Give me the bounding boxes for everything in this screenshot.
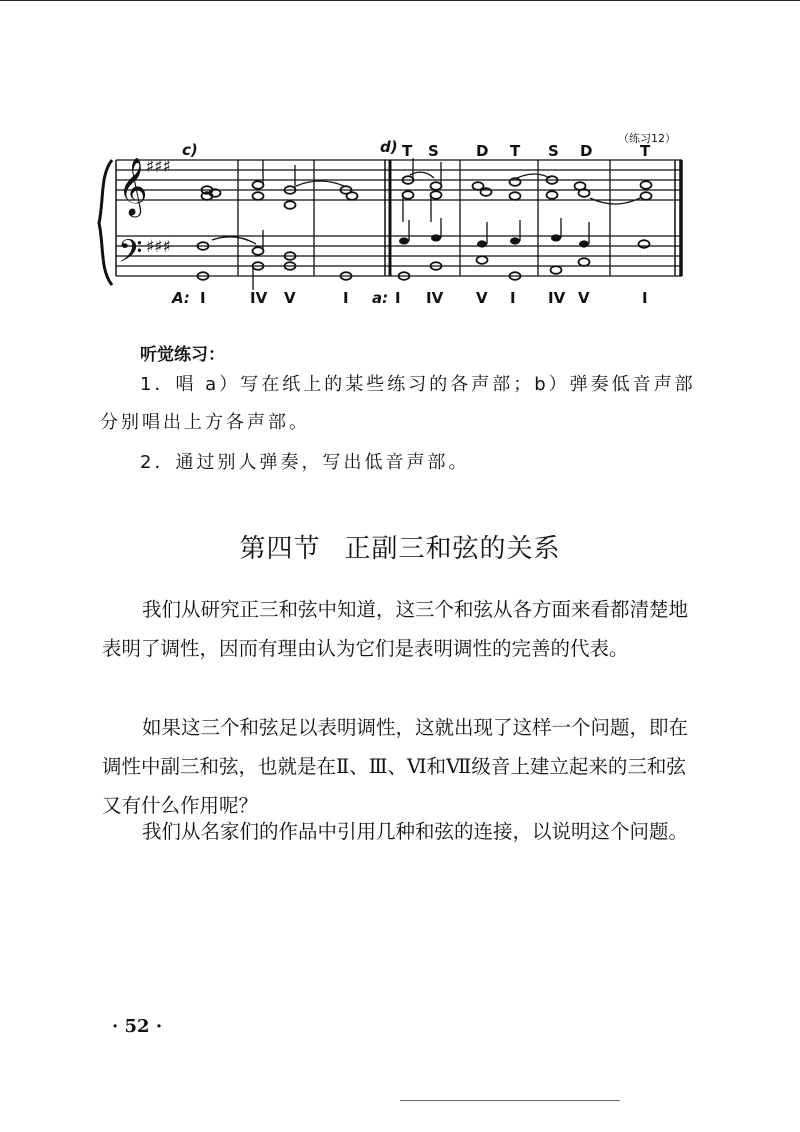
function-label: T bbox=[402, 142, 413, 160]
label-d: d) bbox=[380, 138, 398, 156]
treble-key-signature: ♯♯♯ bbox=[146, 157, 171, 177]
roman-numeral: IV bbox=[548, 289, 566, 307]
body-paragraph: 我们从研究正三和弦中知道，这三个和弦从各方面来看都清楚地表明了调性，因而有理由认为它们是表明调性的完善的代表。 bbox=[102, 598, 689, 660]
exercise-item: 1．唱 a）写在纸上的某些练习的各声部；b）弹奏低音声部分别唱出上方各声部。 bbox=[100, 374, 696, 433]
section-heading bbox=[0, 528, 800, 565]
exercise-reference: （练习12） bbox=[618, 132, 676, 145]
function-label: S bbox=[548, 142, 559, 160]
harmonic-analysis bbox=[171, 289, 648, 307]
key-label-d: a: bbox=[372, 289, 389, 307]
roman-numeral: IV bbox=[250, 289, 268, 307]
page-number: · 52 · bbox=[112, 1016, 163, 1037]
function-label: T bbox=[510, 142, 521, 160]
roman-numeral: I bbox=[642, 289, 648, 307]
roman-numeral: V bbox=[284, 289, 296, 307]
noteheads bbox=[198, 176, 652, 280]
exercise-title: 听觉练习： bbox=[140, 345, 225, 365]
key-label-c: A: bbox=[172, 289, 190, 307]
function-label: D bbox=[580, 142, 593, 160]
roman-numeral: V bbox=[578, 289, 590, 307]
roman-numeral: I bbox=[200, 289, 206, 307]
roman-numeral: I bbox=[510, 289, 516, 307]
roman-numeral: I bbox=[395, 289, 401, 307]
bass-clef-icon: 𝄢 bbox=[118, 233, 143, 277]
bass-key-signature: ♯♯♯ bbox=[146, 237, 171, 257]
function-label: T bbox=[640, 142, 651, 160]
music-score bbox=[0, 0, 800, 320]
roman-numeral: V bbox=[476, 289, 488, 307]
grand-staff-brace bbox=[99, 160, 112, 285]
function-labels bbox=[402, 142, 651, 160]
roman-numeral: I bbox=[343, 289, 349, 307]
body-paragraph: 我们从名家们的作品中引用几种和弦的连接，以说明这个问题。 bbox=[142, 820, 689, 843]
section-number: 第四节 bbox=[239, 534, 321, 564]
function-label: S bbox=[428, 142, 439, 160]
barlines bbox=[116, 160, 681, 276]
label-c: c) bbox=[182, 141, 198, 159]
treble-staff bbox=[116, 160, 682, 200]
exercise-item: 2．通过别人弹奏，写出低音声部。 bbox=[140, 452, 470, 473]
body-paragraph: 如果这三个和弦足以表明调性，这就出现了这样一个问题，即在调性中副三和弦，也就是在Ⅱ、Ⅲ、Ⅵ和Ⅶ级音上建立起来的三和弦又有什么作用呢？ bbox=[102, 716, 689, 817]
section-title: 正副三和弦的关系 bbox=[344, 534, 561, 564]
function-label: D bbox=[476, 142, 489, 160]
page-bottom-rule bbox=[400, 1100, 620, 1101]
treble-clef-icon: 𝄞 bbox=[118, 157, 148, 215]
roman-numeral: IV bbox=[426, 289, 444, 307]
